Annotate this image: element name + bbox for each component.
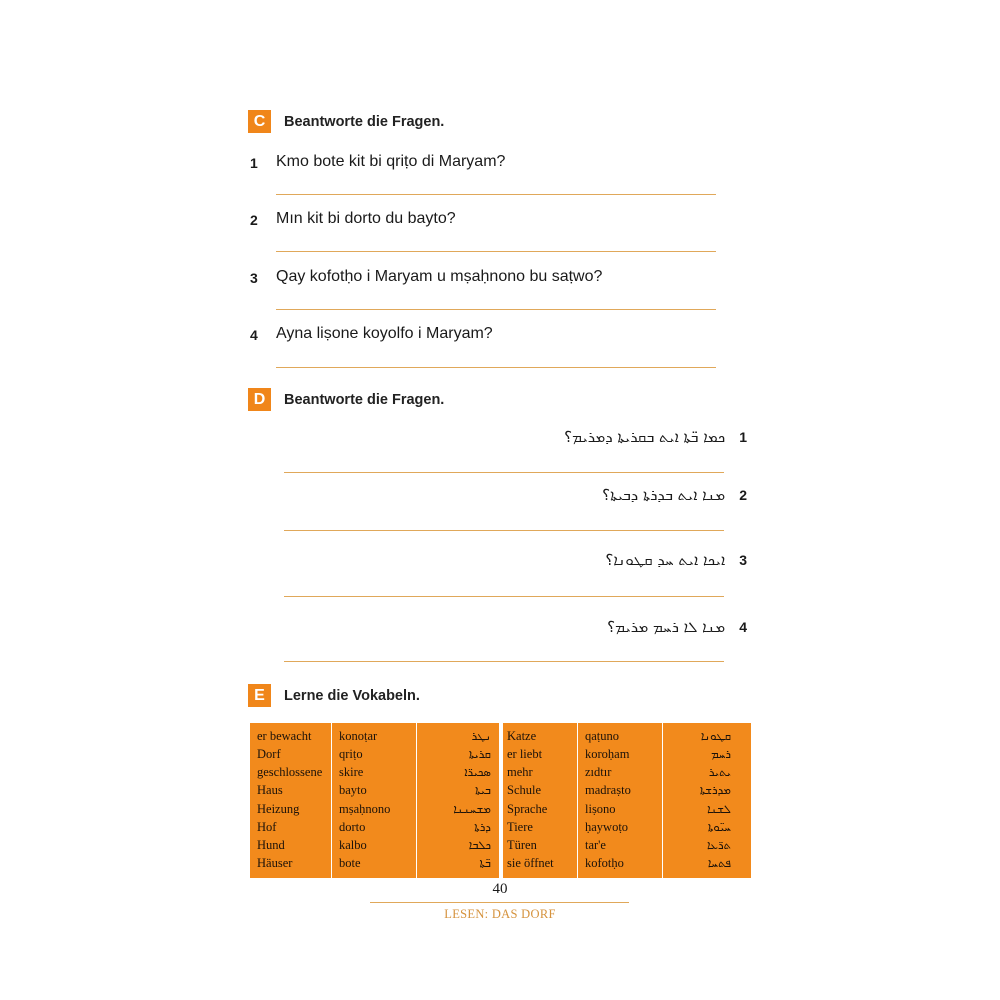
question-number: 3 [250,270,258,286]
vocab-german: er bewacht [257,729,312,743]
question-d-1 [564,428,747,446]
question-text: Qay kofotḥo i Maryam u mṣaḥnono bu saṭwo? [276,268,603,285]
question-number: 3 [739,552,747,568]
answer-line-d-2[interactable] [284,530,724,531]
vocab-transliteration: skire [339,765,364,779]
question-text: Mın kit bi dorto du bayto? [276,210,456,227]
vocab-syriac: ܢܛܪ [471,729,491,743]
answer-line-c-3[interactable] [276,309,716,310]
section-d-title: Beantworte die Fragen. [284,391,445,408]
vocab-syriac: ܠܫܢܐ [707,802,731,816]
vocab-syriac: ܒ̈ܬܐ [479,856,491,870]
vocab-syriac: ܒܝܬܐ [475,783,491,797]
vocab-german: Katze [507,729,537,743]
vocab-german: geschlossene [257,765,323,779]
question-text: ܐܝܟܐ ܐܝܬ ܚܕ ܩܛܘܢܐ؟ [605,551,726,569]
vocab-german: Schule [507,783,542,797]
vocab-transliteration: mṣaḥnono [339,802,391,816]
answer-line-c-2[interactable] [276,251,716,252]
vocab-transliteration: bote [339,856,361,870]
vocab-german: Häuser [257,856,293,870]
vocab-column-transliteration-left [332,723,417,878]
question-number: 1 [739,429,747,445]
section-e-header [248,684,420,707]
page-number: 40 [492,881,508,897]
vocab-syriac: ܦܬܚܐ [707,856,731,870]
section-d-badge: D [248,388,271,411]
question-d-3 [605,551,747,569]
section-c-header [248,110,444,133]
vocab-syriac: ܡܕܪܫܬܐ [699,783,731,797]
vocab-transliteration: liṣono [585,802,616,816]
vocab-transliteration: qaṭuno [585,729,620,743]
vocab-german: sie öffnet [507,856,554,870]
vocab-transliteration: kalbo [339,838,367,852]
section-d-header [248,388,444,411]
vocab-syriac: ܩܛܘܢܐ [700,729,731,743]
vocab-german: mehr [507,765,533,779]
section-c-badge: C [248,110,271,133]
vocab-german: er liebt [507,747,543,761]
vocab-column-german-left [250,723,332,878]
question-number: 4 [739,619,747,635]
vocab-syriac: ܕܪܬܐ [474,820,491,834]
vocab-syriac: ܟܠܒܐ [468,838,491,852]
vocab-syriac: ܩܪܝܬܐ [468,747,491,761]
vocab-german: Tiere [507,820,533,834]
question-d-2 [602,486,747,504]
vocabulary-table [250,723,751,878]
vocab-german: Haus [257,783,283,797]
vocab-column-syriac-left [417,723,503,878]
question-text: ܡܢܐ ܐܝܬ ܒܕܪܬܐ ܕܒܝܬܐ؟ [602,486,726,504]
answer-line-d-1[interactable] [284,472,724,473]
answer-line-c-1[interactable] [276,194,716,195]
vocab-german: Sprache [507,802,548,816]
question-text: ܡܢܐ ܠܐ ܪܚܡ ܡܪܝܡ؟ [607,618,726,636]
vocab-transliteration: ḥaywoṭo [585,820,629,834]
question-d-4 [607,618,747,636]
vocab-german: Türen [507,838,537,852]
section-c-title: Beantworte die Fragen. [284,113,445,130]
question-number: 2 [739,487,747,503]
answer-line-d-3[interactable] [284,596,724,597]
question-text: Kmo bote kit bi qriṭo di Maryam? [276,153,506,170]
vocab-syriac: ܪܚܡ [711,747,731,761]
question-text: Ayna liṣone koyolfo i Maryam? [276,325,493,342]
vocab-column-syriac-right [663,723,749,878]
vocab-transliteration: zıdtır [585,765,612,779]
section-e-title: Lerne die Vokabeln. [284,687,420,704]
question-number: 4 [250,327,258,343]
vocab-transliteration: konoṭar [339,729,378,743]
vocab-syriac: ܚܝ̈ܘܬܐ [707,820,731,834]
footer-divider [370,902,629,903]
vocab-german: Dorf [257,747,281,761]
vocab-transliteration: dorto [339,820,366,834]
vocab-transliteration: koroḥam [585,747,630,761]
vocab-syriac: ܬܪ̈ܥܐ [707,838,731,852]
vocab-german: Heizung [257,802,300,816]
vocab-syriac: ܣܟܝܪ̈ܐ [464,765,491,779]
question-text: ܟܡܐ ܒ̈ܬܐ ܐܝܬ ܒܩܪܝܬܐ ܕܡܪܝܡ؟ [564,428,726,446]
vocab-transliteration: bayto [339,783,367,797]
vocab-column-german-right [503,723,578,878]
vocab-syriac: ܝܬܝܪ [708,765,731,779]
vocab-german: Hof [257,820,277,834]
vocab-transliteration: qriṭo [339,747,363,761]
answer-line-c-4[interactable] [276,367,716,368]
vocab-transliteration: madraṣto [585,783,631,797]
vocab-transliteration: kofotḥo [585,856,624,870]
vocab-german: Hund [257,838,285,852]
answer-line-d-4[interactable] [284,661,724,662]
section-e-badge: E [248,684,271,707]
vocab-column-transliteration-right [578,723,663,878]
vocab-syriac: ܡܫܚܢܢܐ [453,802,491,816]
chapter-title: LESEN: DAS DORF [444,907,556,921]
question-number: 1 [250,155,258,171]
question-number: 2 [250,212,258,228]
vocab-transliteration: tar'e [585,838,606,852]
